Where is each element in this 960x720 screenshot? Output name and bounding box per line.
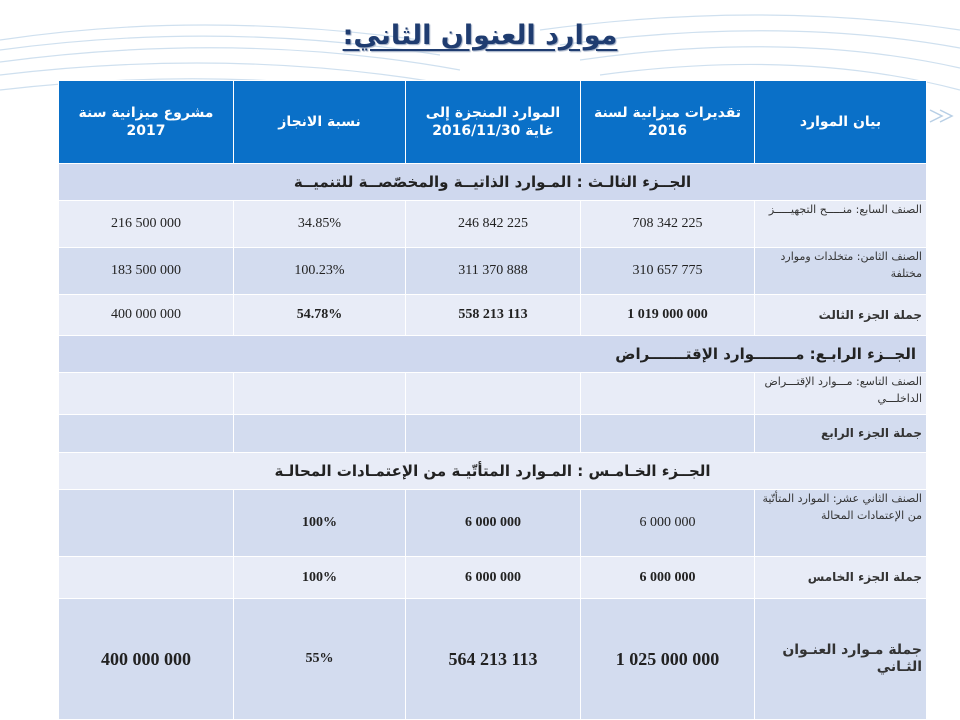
header-ratio: نسبة الانجاز: [234, 81, 406, 164]
cell-achieved: 246 842 225: [406, 201, 581, 248]
cell-estimate: 1 025 000 000: [581, 599, 755, 720]
cell-estimate: [581, 372, 755, 414]
cell-ratio: 34.85%: [234, 201, 406, 248]
cell-achieved: 558 213 113: [406, 295, 581, 335]
row-label: جملة الجزء الخامس: [755, 557, 927, 599]
cell-achieved: 6 000 000: [406, 490, 581, 557]
cell-ratio: [234, 372, 406, 414]
cell-project: [59, 490, 234, 557]
cell-ratio: 100%: [234, 557, 406, 599]
cell-achieved: 6 000 000: [406, 557, 581, 599]
row-label: جملة الجزء الثالث: [755, 295, 927, 335]
cell-ratio: 54.78%: [234, 295, 406, 335]
cell-project: [59, 557, 234, 599]
cell-project: [59, 414, 234, 452]
cell-achieved: 564 213 113: [406, 599, 581, 720]
table-row: [59, 201, 927, 248]
header-label: بيان الموارد: [755, 81, 927, 164]
header-estimates: تقديرات ميزانية لسنة 2016: [581, 81, 755, 164]
row-label: الصنف السابع: منـــــح التجهيـــــز: [755, 201, 927, 248]
section-title-part4: الجــزء الرابـع: مــــــــوارد الإقتـــــــراض: [59, 335, 927, 372]
cell-estimate: 708 342 225: [581, 201, 755, 248]
cell-project: 400 000 000: [59, 295, 234, 335]
budget-table: [58, 80, 927, 720]
header-achieved: الموارد المنجزة إلى غاية 2016/11/30: [406, 81, 581, 164]
cell-project: 183 500 000: [59, 248, 234, 295]
section-row-part4: [59, 335, 927, 372]
table-row: [59, 372, 927, 414]
section-title-part3: الجــزء الثالـث : المـوارد الذاتيــة والمخصّصــة للتنميــة: [59, 164, 927, 201]
cell-estimate: 310 657 775: [581, 248, 755, 295]
table-row-total-part4: [59, 414, 927, 452]
cell-ratio: 100%: [234, 490, 406, 557]
cell-ratio: 55%: [234, 599, 406, 720]
row-label: الصنف التاسع: مـــوارد الإقتـــراض الداخلـــي: [755, 372, 927, 414]
section-title-part5: الجــزء الخـامـس : المـوارد المتأتّيـة من الإعتمـادات المحالـة: [59, 452, 927, 489]
row-label: الصنف الثامن: متخلدات وموارد مختلفة: [755, 248, 927, 295]
cell-achieved: 311 370 888: [406, 248, 581, 295]
cell-achieved: [406, 414, 581, 452]
table-row-total-part3: [59, 295, 927, 335]
cell-ratio: 100.23%: [234, 248, 406, 295]
table-row: [59, 248, 927, 295]
cell-estimate: [581, 414, 755, 452]
row-label: الصنف الثاني عشر: الموارد المتأتّية من الإعتمادات المحالة: [755, 490, 927, 557]
cell-project: [59, 372, 234, 414]
cell-estimate: 6 000 000: [581, 557, 755, 599]
table-row-grand-total: [59, 599, 927, 720]
row-label: جملة مـوارد العنـوان الثـاني: [755, 599, 927, 720]
header-project: مشروع ميزانية سنة 2017: [59, 81, 234, 164]
cell-achieved: [406, 372, 581, 414]
cell-ratio: [234, 414, 406, 452]
cell-project: 400 000 000: [59, 599, 234, 720]
slide-title: موارد العنوان الثاني:: [342, 20, 618, 51]
cell-estimate: 1 019 000 000: [581, 295, 755, 335]
section-row-part5: [59, 452, 927, 489]
cell-estimate: 6 000 000: [581, 490, 755, 557]
section-row-part3: [59, 164, 927, 201]
table-header-row: [59, 81, 927, 164]
row-label: جملة الجزء الرابع: [755, 414, 927, 452]
table-row-total-part5: [59, 557, 927, 599]
cell-project: 216 500 000: [59, 201, 234, 248]
table-row: [59, 490, 927, 557]
